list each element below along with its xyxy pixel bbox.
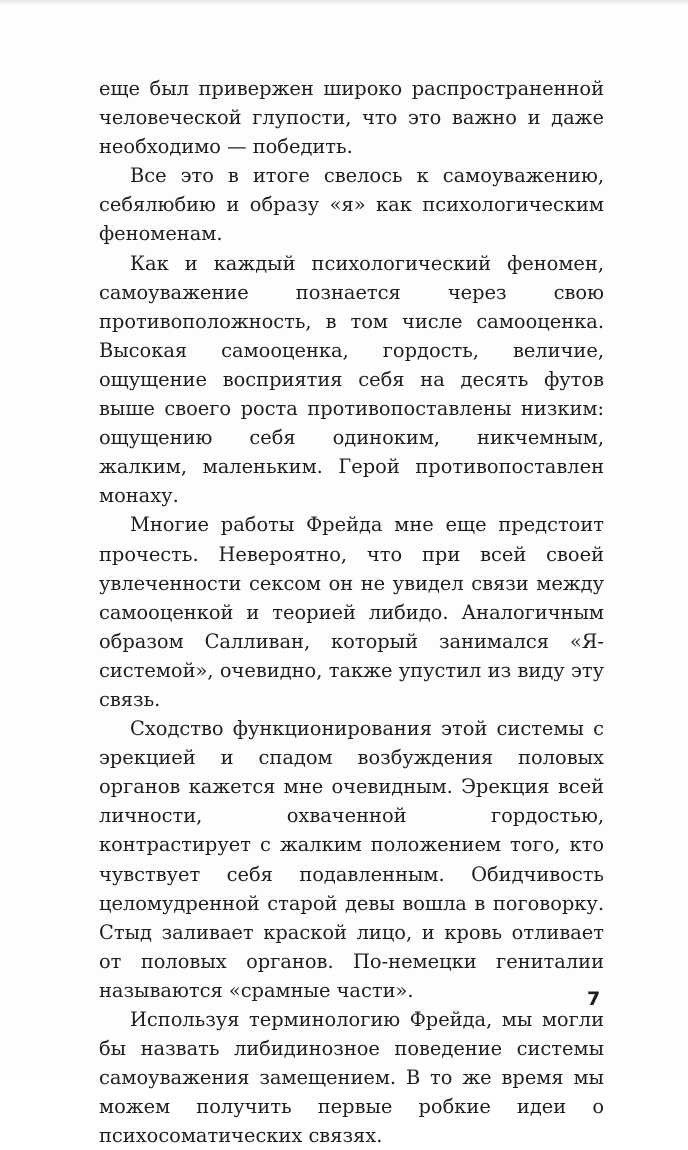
body-text [99,74,604,1150]
paragraph-2: Все это в итоге свелось к самоуважению, себялюбию и образу «я» как психологическим феноменам. [99,164,604,246]
paragraph-6: Используя терминологию Фрейда, мы могли бы назвать либидинозное поведение системы самоуважения замещением. В то же время мы можем получить первые робкие идеи о психосоматических связях. [99,1008,604,1148]
paragraph-3: Как и каждый психологический феномен, самоуважение познается через свою противоположность, в том числе самооценка. Высокая самооценка, гордость, величие, ощущение восприятия себя на десять футов выше своего роста противопоставлены низким: ощущению себя одиноким, никчемным, жалким, маленьким. Герой противопоставлен монаху. [99,251,604,508]
page-number: 7 [587,988,601,1010]
paragraph-5: Сходство функционирования этой системы с эрекцией и спадом возбуждения половых органов кажется мне очевидным. Эрекция всей личности, охваченной гордостью, контрастирует с жалким положением того, кто чувствует себя подавленным. Обидчивость целомудренной старой девы вошла в поговорку. Стыд заливает краской лицо, и кровь отливает от половых органов. По-немецки гениталии называются «срамные части». [99,717,604,1002]
paragraph-4: Многие работы Фрейда мне еще предстоит прочесть. Невероятно, что при всей своей увлеченности сексом он не увидел связи между самооценкой и теорией либидо. Аналогичным образом Салливан, который занимался «Я-системой», очевидно, также упустил из виду эту связь. [99,513,604,711]
paragraph-1: еще был привержен широко распространенной человеческой глупости, что это важно и даже необходимо — победить. [99,77,604,159]
page-top-edge [0,0,688,6]
